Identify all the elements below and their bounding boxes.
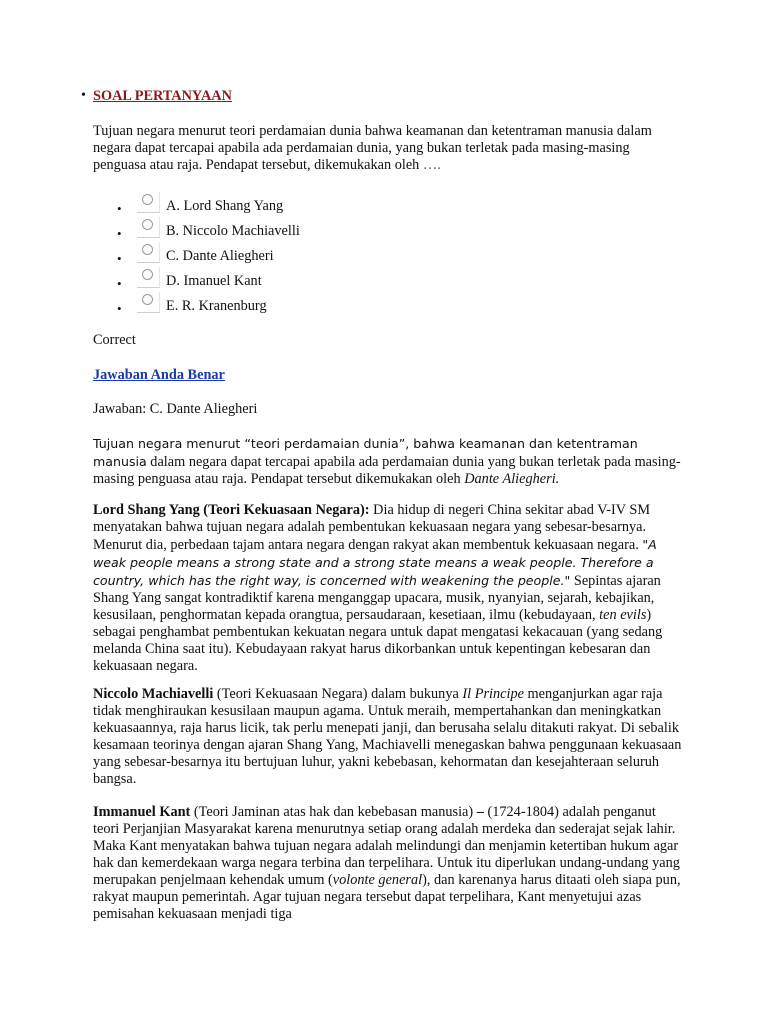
radio-frame [137, 242, 160, 263]
result-status: Correct [93, 332, 136, 348]
volonte-general-term: volonte general [332, 872, 423, 888]
option-label[interactable]: E. R. Kranenburg [166, 298, 267, 314]
shang-yang-title: Lord Shang Yang (Teori Kekuasaan Negara): [93, 502, 370, 518]
option-label[interactable]: D. Imanuel Kant [166, 273, 262, 289]
bullet-icon: • [81, 88, 86, 103]
kant-dash: – [476, 804, 484, 820]
book-title: Il Principe [462, 686, 524, 702]
question-ellipsis: …. [422, 157, 441, 173]
bullet-icon: • [117, 276, 122, 291]
kant-body-2: (1724-1804) adalah penganut teori Perjanjian Masyarakat karena menurutnya setiap orang adalah merdeka dan sederajat sejak lahir. Maka Kant menyatakan bahwa tujuan negara adalah melindungi dan menjamin ketertiban hukum agar hak dan kemerdekaan warga negara terbina dan terpelihara. Untuk itu diperlukan undang-undang yang merupakan penjelmaan kehendak umum ( [93, 804, 680, 888]
kant-body-3: ), dan karenanya harus ditaati oleh siapa pun, rakyat maupun pemerintah. Agar tujuan negara tersebut dapat terpelihara, Kant menyetujui azas pemisahan kekuasaan menjadi tiga [93, 872, 681, 922]
shang-yang-body: Dia hidup di negeri China sekitar abad V-IV SM menyatakan bahwa tujuan negara adalah pembentukan kekuasaan negara yang sebesar-besarnya. Menurut dia, perbedaan tajam antara negara dengan rakyat akan membentuk kekuasaan negara. [93, 502, 651, 553]
explanation-paragraph [93, 435, 683, 488]
bullet-icon: • [117, 301, 122, 316]
machiavelli-body-2: menganjurkan agar raja tidak menghiraukan kesusilaan maupun agama. Untuk meraih, mempertahankan dan meningkatkan kekuasaannya, raja harus licik, tak perlu menepati janji, dan berusaha selalu ditakuti rakyat. Di sebalik kesamaan teorinya dengan ajaran Shang Yang, Machiavelli menegaskan bahwa penggunaan kekuasaan yang sebesar-besarnya itu bertujuan luhur, yakni kebebasan, kehormatan dan kesejahteraan seluruh bangsa. [93, 686, 682, 787]
shang-yang-body-2: Sepintas ajaran Shang Yang sangat kontradiktif karena menganggap upacara, musik, nyanyian, sejarah, kebajikan, kesusilaan, penghormatan kepada orangtua, persaudaraan, kesetiaan, ilmu (kebudayaan, [93, 573, 661, 623]
radio-button-icon[interactable] [142, 244, 153, 255]
radio-button-icon[interactable] [142, 269, 153, 280]
radio-button-icon[interactable] [142, 194, 153, 205]
shang-yang-paragraph [93, 502, 683, 675]
bullet-icon: • [117, 226, 122, 241]
explanation-lead: Tujuan negara menurut “teori perdamaian dunia”, bahwa keamanan dan ketentraman manusia [93, 436, 638, 469]
radio-frame [137, 192, 160, 213]
option-label[interactable]: A. Lord Shang Yang [166, 198, 284, 214]
kant-title: Immanuel Kant [93, 804, 191, 820]
radio-button-icon[interactable] [142, 294, 153, 305]
kant-body: (Teori Jaminan atas hak dan kebebasan manusia) [190, 804, 477, 820]
radio-frame [137, 267, 160, 288]
radio-button-icon[interactable] [142, 219, 153, 230]
machiavelli-paragraph [93, 686, 683, 788]
kant-paragraph [93, 804, 683, 923]
radio-frame [137, 217, 160, 238]
section-heading: SOAL PERTANYAAN [93, 88, 232, 104]
explanation-body: dalam negara dapat tercapai apabila ada perdamaian dunia yang bukan terletak pada masing-masing penguasa atau raja. Pendapat tersebut dikemukakan oleh [93, 454, 681, 487]
answer-line: Jawaban: C. Dante Aliegheri [93, 401, 258, 417]
machiavelli-body: (Teori Kekuasaan Negara) dalam bukunya [213, 686, 463, 702]
bullet-icon: • [117, 201, 122, 216]
shang-yang-quote: "A weak people means a strong state and a strong state means a weak people. Therefore a country, which has the right way, is concerned with weakening the people." [93, 537, 657, 588]
result-link[interactable]: Jawaban Anda Benar [93, 367, 225, 383]
option-label[interactable]: B. Niccolo Machiavelli [166, 223, 300, 239]
question-body: Tujuan negara menurut teori perdamaian dunia bahwa keamanan dan ketentraman manusia dalam negara dapat tercapai apabila ada perdamaian dunia, yang bukan terletak pada masing-masing penguasa atau raja. Pendapat tersebut, dikemukakan oleh [93, 123, 652, 173]
radio-frame [137, 292, 160, 313]
machiavelli-title: Niccolo Machiavelli [93, 686, 214, 702]
ten-evils-term: ten evils [599, 607, 647, 623]
shang-yang-body-3: ) sebagai penghambat pembentukan kekuatan negara untuk dapat mengatasi kekacauan (yang sedang melanda China saat itu). Kebudayaan rakyat harus dikorbankan untuk kepentingan kebesaran dan kekuasaan negara. [93, 607, 663, 674]
explanation-name: Dante Aliegheri. [464, 471, 560, 487]
option-label[interactable]: C. Dante Aliegheri [166, 248, 274, 264]
question-text [93, 123, 683, 174]
heading-item [81, 88, 683, 105]
bullet-icon: • [117, 251, 122, 266]
